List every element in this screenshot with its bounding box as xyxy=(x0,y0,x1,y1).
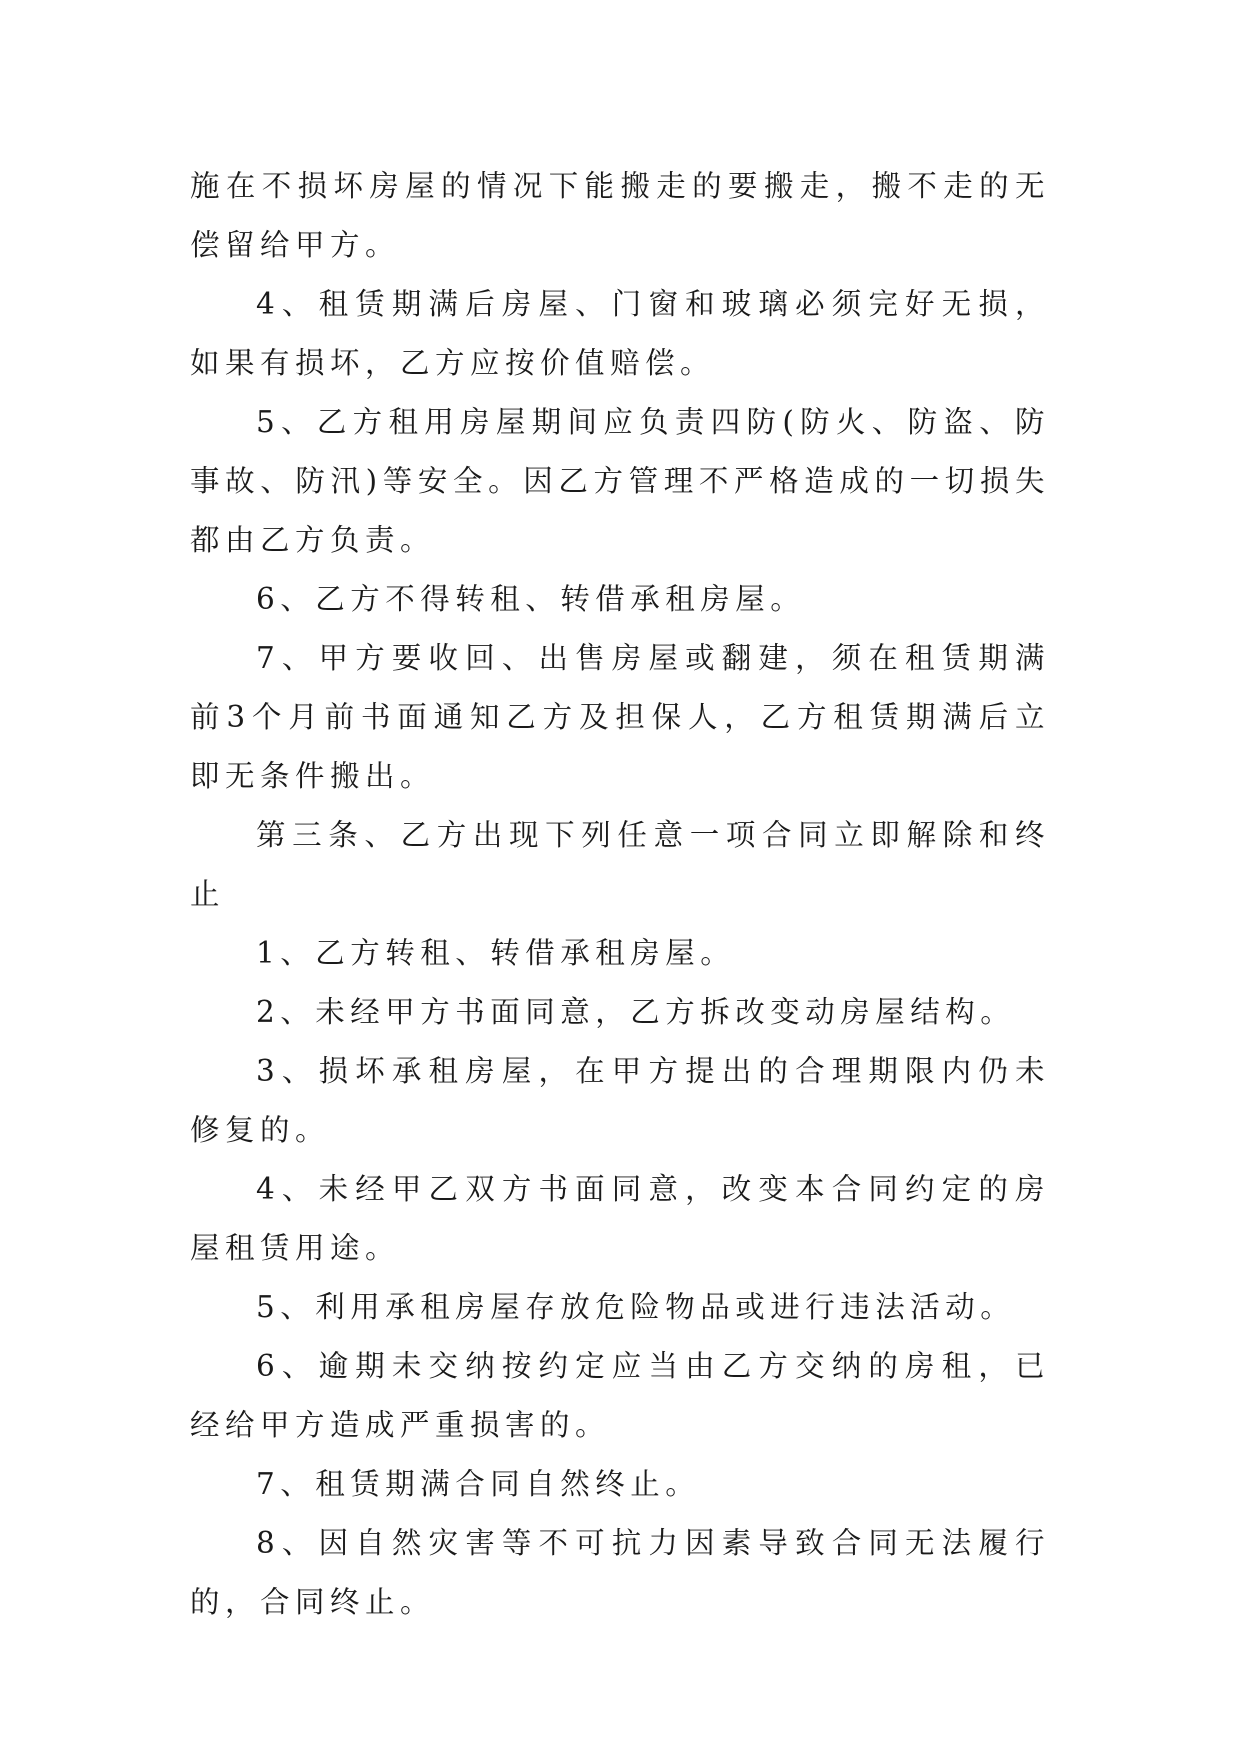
paragraph-item-7-notice: 7、甲方要收回、出售房屋或翻建，须在租赁期满前3个月前书面通知乙方及担保人，乙方租赁期满后立即无条件搬出。 xyxy=(190,641,1050,793)
paragraph-item-6-sublet: 6、乙方不得转租、转借承租房屋。 xyxy=(256,582,806,616)
paragraph-termination-7: 7、租赁期满合同自然终止。 xyxy=(256,1467,701,1501)
paragraph-termination-1: 1、乙方转租、转借承租房屋。 xyxy=(256,936,736,970)
paragraph-termination-8: 8、因自然灾害等不可抗力因素导致合同无法履行的，合同终止。 xyxy=(190,1526,1050,1619)
paragraph-termination-5: 5、利用承租房屋存放危险物品或进行违法活动。 xyxy=(256,1290,1016,1324)
section-heading-article-3: 第三条、乙方出现下列任意一项合同立即解除和终止 xyxy=(190,818,1050,911)
paragraph-termination-4: 4、未经甲乙双方书面同意，改变本合同约定的房屋租赁用途。 xyxy=(190,1172,1050,1265)
paragraph-item-5-safety: 5、乙方租用房屋期间应负责四防(防火、防盗、防事故、防汛)等安全。因乙方管理不严格造成的一切损失都由乙方负责。 xyxy=(190,405,1050,557)
paragraph-continuation: 施在不损坏房屋的情况下能搬走的要搬走，搬不走的无偿留给甲方。 xyxy=(190,169,1050,262)
paragraph-termination-6: 6、逾期未交纳按约定应当由乙方交纳的房租，已经给甲方造成严重损害的。 xyxy=(190,1349,1050,1442)
paragraph-termination-2: 2、未经甲方书面同意，乙方拆改变动房屋结构。 xyxy=(256,995,1016,1029)
document-body xyxy=(190,157,1050,1632)
paragraph-termination-3: 3、损坏承租房屋，在甲方提出的合理期限内仍未修复的。 xyxy=(190,1054,1050,1147)
paragraph-item-4-damage: 4、租赁期满后房屋、门窗和玻璃必须完好无损，如果有损坏，乙方应按价值赔偿。 xyxy=(190,287,1050,380)
